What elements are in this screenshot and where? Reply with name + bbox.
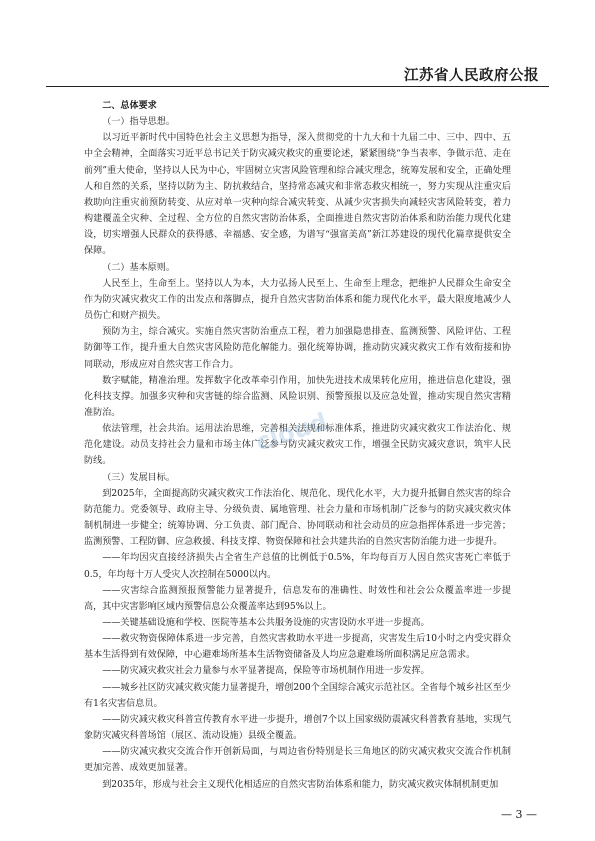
goal-item: ——防灾减灾救灾科普宣传教育水平进一步提升，增创7个以上国家级防震减灾科普教育基地，实现气象防灾减灾科普场馆（展区、流动设施）县级全覆盖。 <box>84 714 511 742</box>
goal-item: ——关键基础设施和学校、医院等基本公共服务设施的灾害设防水平进一步提高。 <box>102 618 430 628</box>
goal-item: ——城乡社区防灾减灾救灾能力显著提升，增创200个全国综合减灾示范社区。全省每个城乡社区至少有1名灾害信息员。 <box>84 682 511 709</box>
goals-closing: 到2035年，形成与社会主义现代化相适应的自然灾害防治体系和能力，防灾减灾救灾体制机制更加 <box>102 779 499 790</box>
section-heading: 二、总体要求 <box>102 101 157 111</box>
principle-paragraph: 数字赋能，精准治理。发挥数字化改革牵引作用，加快先进技术成果转化应用，推进信息化建设，强化科技支撑。加强多灾种和灾害链的综合监测、风险识别、预警预报以及应急处置，推动实现自然灾害精准防治。 <box>84 375 511 418</box>
principles-heading: （二）基本原则。 <box>102 262 175 273</box>
document-body <box>84 98 511 793</box>
watermark-logo: cloud <box>252 407 331 457</box>
guiding-heading: （一）指导思想。 <box>102 117 175 128</box>
principle-paragraph: 人民至上，生命至上。坚持以人为本，大力弘扬人民至上、生命至上理念，把维护人民群众生命安全作为防灾减灾救灾工作的出发点和落脚点，提升自然灾害防治体系和能力现代化水平，最大限度地减少人员伤亡和财产损失。 <box>84 278 511 322</box>
goal-item: ——防灾减灾救灾交流合作开创新局面，与周边省份特别是长三角地区的防灾减灾救灾交流合作机制更加完善、成效更加显著。 <box>84 747 511 774</box>
goals-heading: （三）发展目标。 <box>102 472 175 483</box>
goal-item: ——救灾物资保障体系进一步完善，自然灾害救助水平进一步提高，灾害发生后10小时之内受灾群众基本生活得到有效保障，中心避难场所基本生活物资储备及人均应急避难场所面积满足应急需求。 <box>84 634 511 661</box>
principle-paragraph: 依法管理，社会共治。运用法治思维，完善相关法规和标准体系，推进防灾减灾救灾工作法治化、规范化建设。动员支持社会力量和市场主体广泛参与防灾减灾救灾工作，增强全民防灾减灾意识，筑牢人民防线。 <box>84 424 511 467</box>
goal-item: ——灾害综合监测预报预警能力显著提升，信息发布的准确性、时效性和社会公众覆盖率进一步提高，其中灾害影响区域内预警信息公众覆盖率达到95%以上。 <box>84 585 511 612</box>
goal-item: ——防灾减灾救灾社会力量参与水平显著提高，保险等市场机制作用进一步发挥。 <box>102 666 430 677</box>
gazette-title: 江苏省人民政府公报 <box>404 67 539 84</box>
principle-paragraph: 预防为主，综合减灾。实施自然灾害防治重点工程，着力加强隐患排查、监测预警、风险评估、工程防御等工作，提升重大自然灾害风险防范化解能力。强化统筹协调，推动防灾减灾救灾工作有效衔接和协同联动，形成应对自然灾害工作合力。 <box>84 327 511 370</box>
page-number: — 3 — <box>501 808 537 821</box>
guiding-paragraph: 以习近平新时代中国特色社会主义思想为指导，深入贯彻党的十九大和十九届二中、三中、四中、五中全会精神，全面落实习近平总书记关于防灾减灾救灾的重要论述，紧紧围绕“争当表率、争做示范、走在前列”重大使命，坚持以人民为中心，牢固树立灾害风险管理和综合减灾理念，统筹发展和安全，正确处理人和自然的关系，坚持以防为主、防抗救结合，坚持常态减灾和非常态救灾相统一，努力实现从注重灾后救助向注重灾前预防转变、从应对单一灾种向综合减灾转变、从减少灾害损失向减轻灾害风险转变，着力构建覆盖全灾种、全过程、全方位的自然灾害防治体系，全面推进自然灾害防治体系和防治能力现代化建设，切实增强人民群众的获得感、幸福感、安全感，为谱写“强富美高”新江苏建设的现代化篇章提供安全保障。 <box>84 133 511 257</box>
goals-intro: 到2025年，全面提高防灾减灾救灾工作法治化、规范化、现代化水平，大力提升抵御自然灾害的综合防范能力。党委领导、政府主导、分级负责、属地管理、社会力量和市场机制广泛参与的防灾减灾救灾体制机制进一步健全；统筹协调、分工负责、部门配合、协同联动和社会动员的应急指挥体系进一步完善；监测预警、工程防御、应急救援、科技支撑、物资保障和社会共建共治的自然灾害防治能力进一步提升。 <box>84 488 511 548</box>
header-divider <box>46 86 549 87</box>
goal-item: ——年均因灾直接经济损失占全省生产总值的比例低于0.5%，年均每百万人因自然灾害死亡率低于0.5，年均每十万人受灾人次控制在5000以内。 <box>84 553 511 580</box>
